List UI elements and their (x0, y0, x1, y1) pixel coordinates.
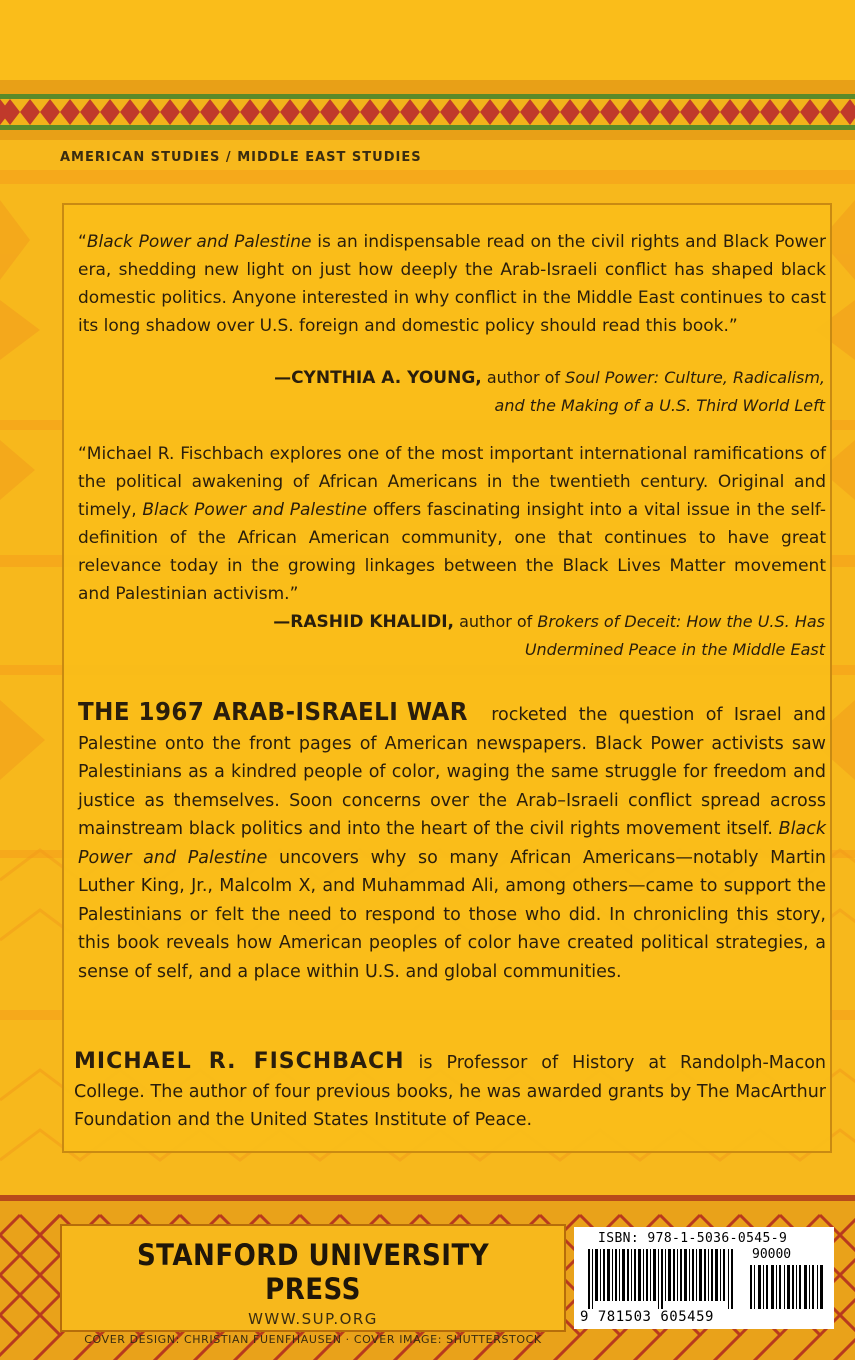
endorser-book-title: Brokers of Deceit: How the U.S. Has (537, 612, 825, 631)
endorser-name: —CYNTHIA A. YOUNG, (274, 368, 482, 388)
endorsement-attribution-2 (65, 608, 825, 663)
price-barcode-icon (750, 1265, 826, 1309)
decorative-stripe-border (0, 80, 855, 140)
endorsement-quote-1 (78, 228, 826, 340)
endorsement-attribution-1 (65, 364, 825, 419)
category-label: AMERICAN STUDIES / MIDDLE EAST STUDIES (60, 150, 422, 165)
description-text: rocketed the question of Israel and Palestine onto the front pages of American newspapers. Black Power activists saw Palestinians as a kindred people of color, waging the same struggle for freedom and justice as themselves. Soon concerns over the Arab–Israeli conflict spread across mainstream black politics and into the heart of the civil rights movement itself. (78, 705, 826, 839)
author-name: MICHAEL R. FISCHBACH (74, 1049, 405, 1074)
author-bio-text: is Professor of History at Randolph-Macon College. The author of four previous books, he was awarded grants by The MacArthur Foundation and the United States Institute of Peace. (74, 1053, 826, 1130)
publisher-name: STANFORD UNIVERSITY PRESS (136, 1238, 490, 1306)
description-text-cont: uncovers why so many African Americans—notably Martin Luther King, Jr., Malcolm X, and Muhammad Ali, among others—came to support the Palestinians or felt the need to respond to those who did. In chronicling this story, this book reveals how American peoples of color have created political strategies, a sense of self, and a place within U.S. and global communities. (78, 847, 826, 982)
author-bio (74, 1048, 826, 1135)
endorser-book-title-cont: Undermined Peace in the Middle East (524, 640, 825, 659)
book-description (78, 698, 826, 986)
barcode-bars-icon (588, 1249, 738, 1309)
quote-open-mark: “ (78, 232, 87, 252)
isbn-number: ISBN: 978-1-5036-0545-9 (598, 1231, 788, 1246)
description-lead-heading: THE 1967 ARAB-ISRAELI WAR (78, 697, 468, 726)
top-band (0, 0, 855, 80)
author-of-label: author of (459, 612, 533, 631)
isbn-barcode (574, 1227, 834, 1329)
author-of-label: author of (486, 368, 561, 387)
quote-text: is an indispensable read on the civil rights and Black Power era, shedding new light on just how deeply the Arab-Israeli conflict has shaped black domestic politics. Anyone interested in why conflict in the Middle East continues to cast its long shadow over U.S. foreign and domestic policy should read this book.” (78, 232, 826, 336)
publisher-box (60, 1224, 566, 1346)
book-title-italic: Black Power and Palestine (78, 819, 826, 868)
quote-text: “Michael R. Fischbach explores one of the most important international ramifications of the political awakening of African Americans in the twentieth century. Original and timely, (78, 444, 826, 520)
book-title-italic: Black Power and Palestine (86, 232, 312, 252)
endorser-book-title: Soul Power: Culture, Radicalism, (565, 368, 825, 387)
quote-text-cont: offers fascinating insight into a vital issue in the self-definition of the African American community, one that continues to have great relevance today in the growing linkages between the Black Lives Matter movement and Palestinian activism.” (78, 500, 826, 604)
price-code: 90000 (752, 1247, 792, 1262)
cover-credits: COVER DESIGN: CHRISTIAN FUENFHAUSEN · COVER IMAGE: SHUTTERSTOCK (84, 1333, 542, 1346)
endorser-name: —RASHID KHALIDI, (273, 612, 454, 632)
back-cover-panel (62, 203, 832, 1153)
barcode-digits: 9 781503 605459 (580, 1309, 714, 1325)
endorsement-quote-2 (78, 440, 826, 608)
endorser-book-title-cont: and the Making of a U.S. Third World Left (494, 396, 825, 415)
publisher-url: WWW.SUP.ORG (248, 1310, 378, 1328)
book-title-italic: Black Power and Palestine (142, 500, 368, 520)
